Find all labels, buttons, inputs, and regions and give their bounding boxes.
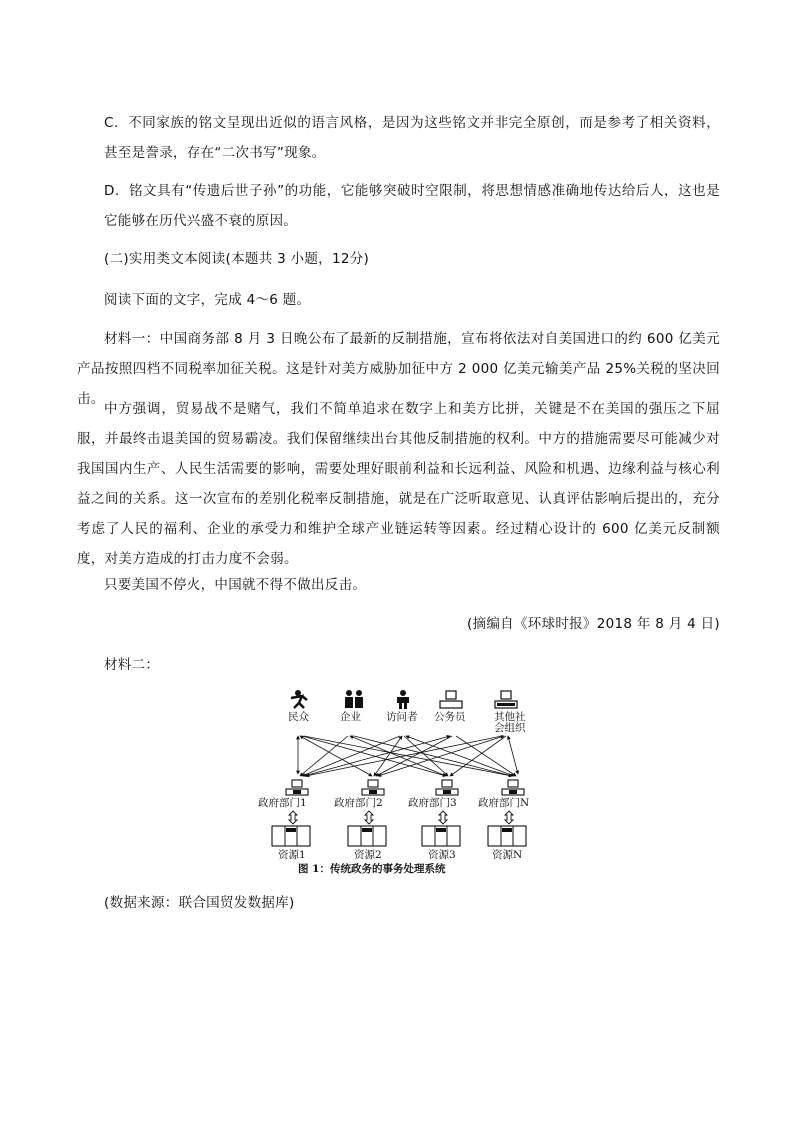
instruction-text: 阅读下面的文字，完成 4～6 题。: [104, 292, 311, 308]
material1-paragraph-3: 只要美国不停火，中国就不得不做出反击。: [104, 577, 367, 593]
label-enterprise: 企业: [340, 711, 361, 723]
option-d-paragraph: D．铭文具有“传遗后世子孙”的功能，它能够突破时空限制，将思想情感准确地传达给后人，这也是它能够在历代兴盛不衰的原因。: [104, 183, 720, 229]
material2-label: 材料二：: [104, 657, 160, 673]
resource-server-icon: [488, 826, 526, 846]
computer-terminal-icon: [440, 691, 462, 708]
label-resource-n: 资源N: [492, 849, 523, 861]
material1-paragraph-2: 中方强调，贸易战不是赌气，我们不简单追求在数字上和美方比拼，关键是不在美国的强压之下屈服，并最终击退美国的贸易霸凌。我们保留继续出台其他反制措施的权利。中方的措施需要尽可能减少对我国国内生产、人民生活需要的影响，需要处理好眼前利益和长远利益、风险和机遇、边缘利益与核心利益之间的关系。这一次宣布的差别化税率反制措施，就是在广泛听取意见、认真评估影响后提出的，充分考虑了人民的福利、企业的承受力和维护全球产业链运转等因素。经过精心设计的 600 亿美元反制额度，对美方造成的打击力度不会弱。: [77, 401, 720, 567]
hollow-double-arrows: [289, 811, 513, 824]
label-visitor: 访问者: [386, 711, 418, 723]
department-terminal-icon: [502, 780, 524, 795]
label-department-n: 政府部门N: [478, 797, 530, 809]
figure-traditional-government-system: [250, 684, 550, 884]
label-department-3: 政府部门3: [408, 797, 457, 809]
section-heading: (二)实用类文本阅读(本题共 3 小题，12分): [104, 251, 370, 267]
label-public: 民众: [288, 711, 309, 723]
resource-server-icon: [348, 826, 386, 846]
option-c-paragraph: C．不同家族的铭文呈现出近似的语言风格，是因为这些铭文并非完全原创，而是参考了相关资料，甚至是誊录，存在“二次书写”现象。: [104, 115, 720, 161]
department-terminal-icon: [362, 780, 384, 795]
figure-caption: 图 1：传统政务的事务处理系统: [298, 863, 446, 875]
label-department-1: 政府部门1: [258, 797, 307, 809]
running-person-icon: [291, 690, 307, 708]
material1-paragraph-1: 材料一：中国商务部 8 月 3 日晚公布了最新的反制措施，宣布将依法对自美国进口的约 600 亿美元产品按照四档不同税率加征关税。这是针对美方威胁加征中方 2 000 亿美元输美产品 25%关税的坚决回击。: [77, 331, 720, 407]
resource-server-icon: [272, 826, 310, 846]
resource-server-icon: [422, 826, 460, 846]
label-department-2: 政府部门2: [334, 797, 383, 809]
two-people-icon: [345, 690, 363, 708]
department-terminal-icon: [436, 780, 458, 795]
label-civil-servant: 公务员: [434, 711, 466, 723]
label-other-org-line2: 会组织: [494, 722, 526, 734]
label-other-org-line1: 其他社: [494, 711, 526, 723]
department-terminal-icon: [286, 780, 308, 795]
label-resource-1: 资源1: [278, 849, 306, 861]
source-citation-2: (数据来源：联合国贸发数据库): [104, 895, 295, 911]
cross-connection-arrows: [298, 736, 518, 776]
label-resource-2: 资源2: [354, 849, 382, 861]
source-citation-1: (摘编自《环球时报》2018 年 8 月 4 日): [466, 616, 720, 632]
visitor-icon: [397, 690, 409, 709]
computer-terminal-icon: [495, 691, 517, 708]
label-resource-3: 资源3: [428, 849, 456, 861]
